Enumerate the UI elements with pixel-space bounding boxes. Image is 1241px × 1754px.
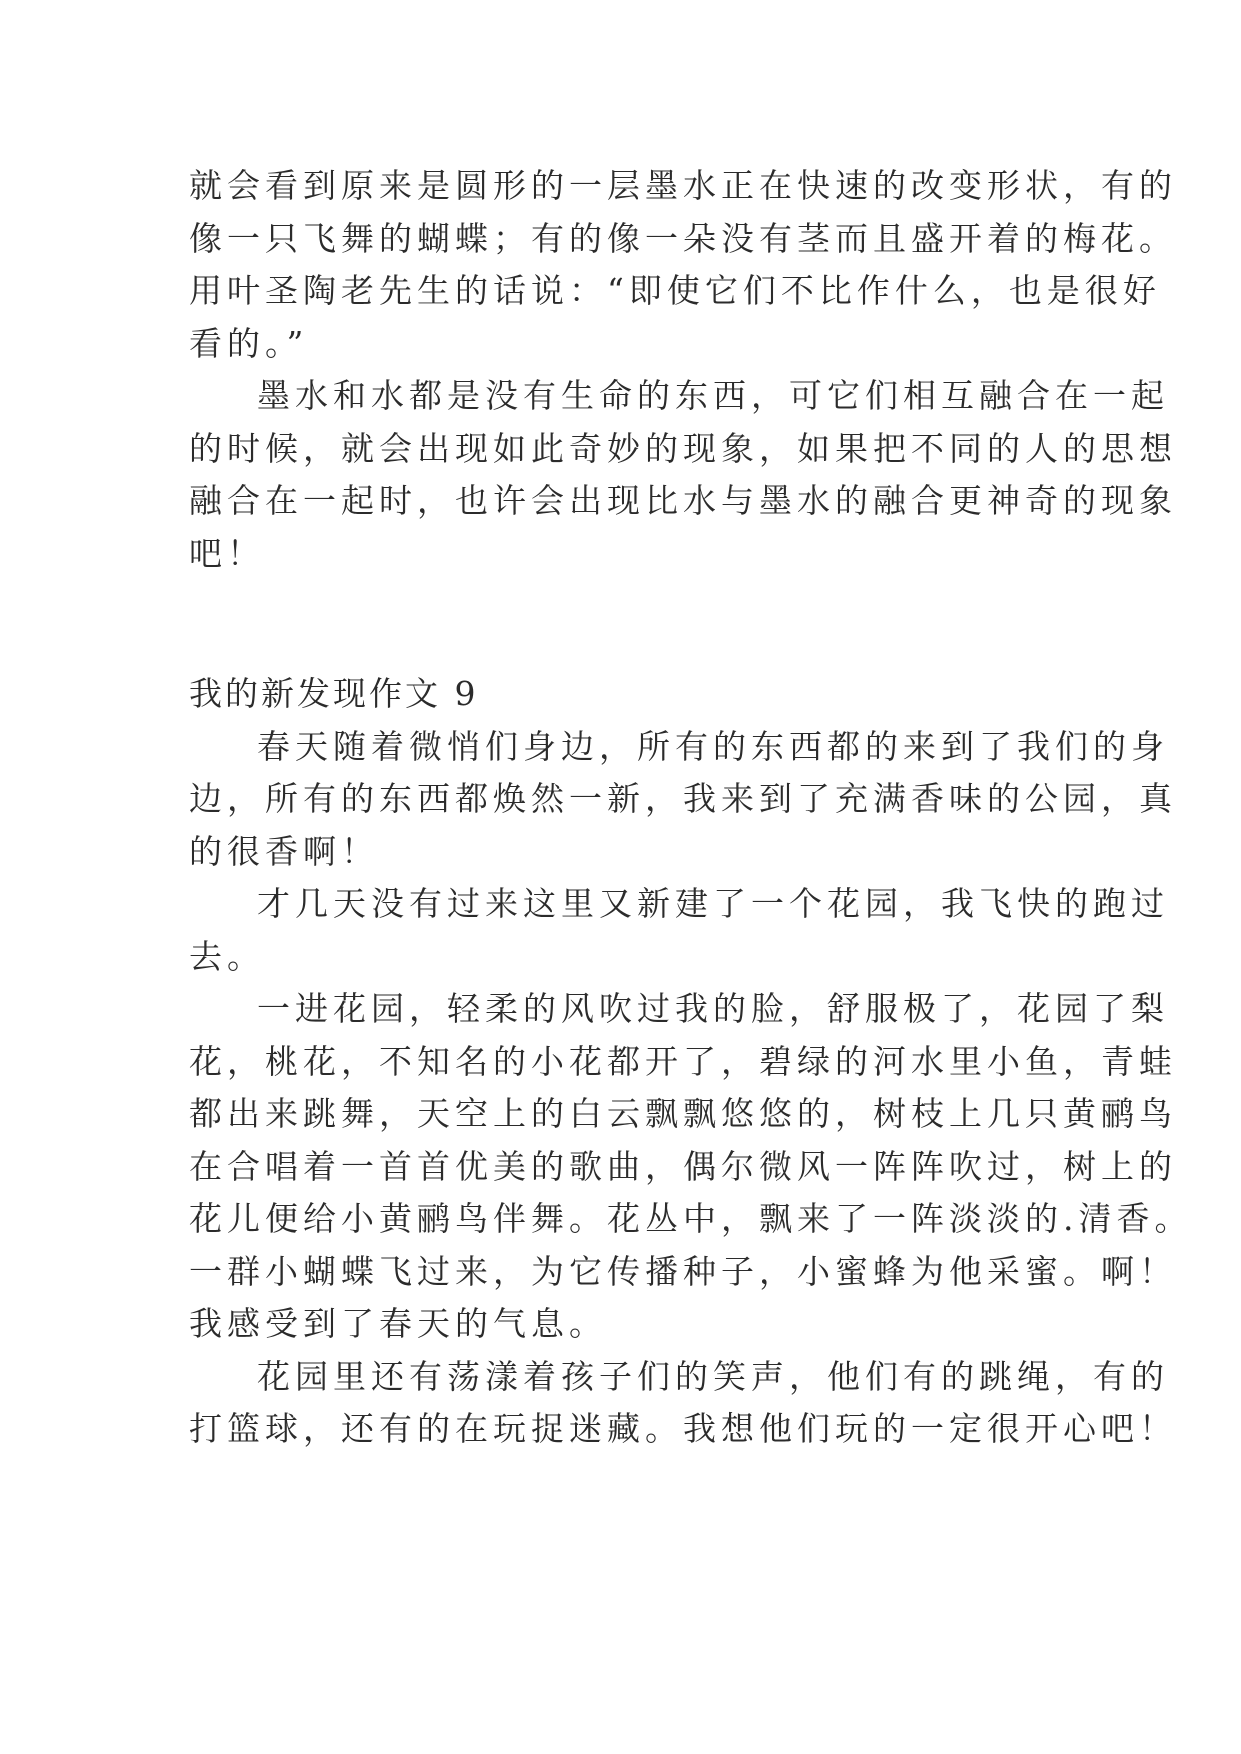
text-line: 的时候，就会出现如此奇妙的现象，如果把不同的人的思想 xyxy=(189,428,1177,468)
text-line: 边，所有的东西都焕然一新，我来到了充满香味的公园，真 xyxy=(189,779,1177,818)
text-line: 都出来跳舞，天空上的白云飘飘悠悠的，树枝上几只黄鹂鸟 xyxy=(189,1094,1177,1133)
text-line: 用叶圣陶老先生的话说：“即使它们不比作什么，也是很好 xyxy=(189,271,1161,310)
text-line: 的很香啊！ xyxy=(189,831,379,871)
paragraph xyxy=(189,1351,1177,1456)
paragraph xyxy=(189,878,1169,983)
text-line: 一群小蝴蝶飞过来，为它传播种子，小蜜蜂为他采蜜。啊！ xyxy=(189,1251,1177,1291)
text-line: 就会看到原来是圆形的一层墨水正在快速的改变形状，有的 xyxy=(189,166,1177,205)
text-line: 像一只飞舞的蝴蝶；有的像一朵没有茎而且盛开着的梅花。 xyxy=(189,218,1177,258)
text-line: 才几天没有过来这里又新建了一个花园，我飞快的跑过 xyxy=(257,884,1169,923)
text-line: 吧！ xyxy=(189,533,265,573)
text-line: 花园里还有荡漾着孩子们的笑声，他们有的跳绳，有的 xyxy=(257,1356,1169,1396)
text-line: 打篮球，还有的在玩捉迷藏。我想他们玩的一定很开心吧！ xyxy=(189,1409,1177,1448)
document-body xyxy=(189,160,1193,1456)
text-line: 在合唱着一首首优美的歌曲，偶尔微风一阵阵吹过，树上的 xyxy=(189,1146,1177,1186)
paragraph xyxy=(189,983,1193,1351)
text-line: 去。 xyxy=(189,936,265,976)
paragraph xyxy=(189,160,1177,370)
text-line: 花儿便给小黄鹂鸟伴舞。花丛中，飘来了一阵淡淡的.清香。 xyxy=(189,1199,1193,1238)
text-line: 墨水和水都是没有生命的东西，可它们相互融合在一起 xyxy=(257,376,1169,415)
text-line: 花，桃花，不知名的小花都开了，碧绿的河水里小鱼，青蛙 xyxy=(189,1041,1177,1081)
paragraph xyxy=(189,721,1177,879)
paragraph xyxy=(189,370,1177,580)
section-title: 我的新发现作文 9 xyxy=(189,674,479,713)
text-line: 融合在一起时，也许会出现比水与墨水的融合更神奇的现象 xyxy=(189,481,1177,520)
text-line: 一进花园，轻柔的风吹过我的脸，舒服极了，花园了梨 xyxy=(257,989,1169,1028)
text-line: 我感受到了春天的气息。 xyxy=(189,1304,607,1343)
text-line: 看的。” xyxy=(189,323,309,363)
section-spacer xyxy=(189,580,1069,668)
text-line: 春天随着微悄们身边，所有的东西都的来到了我们的身 xyxy=(257,726,1169,766)
